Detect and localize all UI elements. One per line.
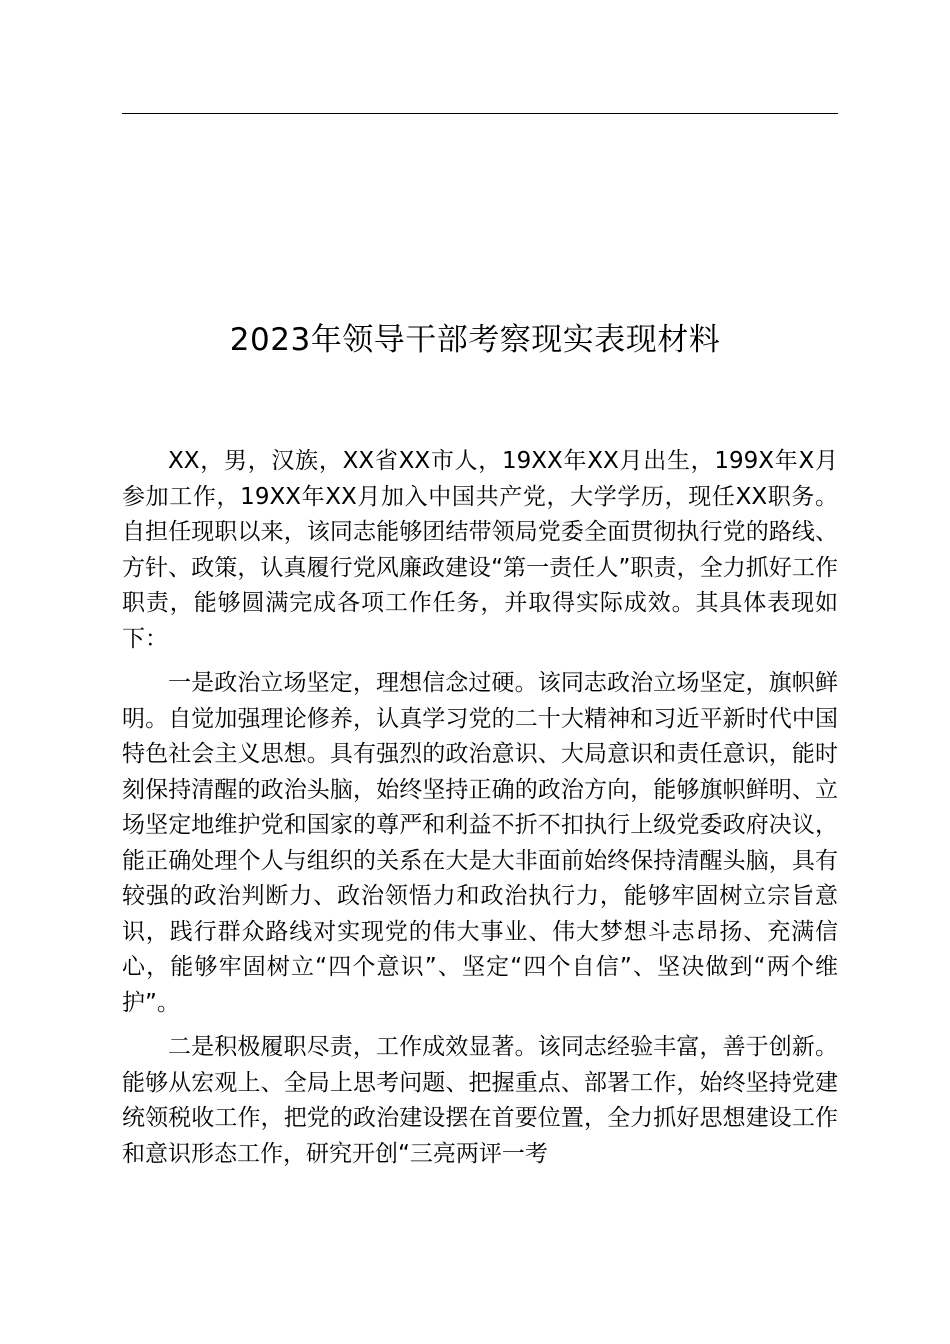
document-title: 2023年领导干部考察现实表现材料	[229, 322, 721, 358]
document-body	[122, 444, 838, 1181]
paragraph-political-stance: 一是政治立场坚定，理想信念过硬。该同志政治立场坚定，旗帜鲜明。自觉加强理论修养，认真学习党的二十大精神和习近平新时代中国特色社会主义思想。具有强烈的政治意识、大局意识和责任意识，能时刻保持清醒的政治头脑，始终坚持正确的政治方向，能够旗帜鲜明、立场坚定地维护党和国家的尊严和利益不折不扣执行上级党委政府决议，能正确处理个人与组织的关系在大是大非面前始终保持清醒头脑，具有较强的政治判断力、政治领悟力和政治执行力，能够牢固树立宗旨意识，践行群众路线对实现党的伟大事业、伟大梦想斗志昂扬、充满信心，能够牢固树立“四个意识”、坚定“四个自信”、坚决做到“两个维护”。	[122, 670, 838, 1016]
header-rule	[122, 113, 838, 114]
paragraph-duty-performance: 二是积极履职尽责，工作成效显著。该同志经验丰富，善于创新。能够从宏观上、全局上思考问题、把握重点、部署工作，始终坚持党建统领税收工作，把党的政治建设摆在首要位置，全力抓好思想建设工作和意识形态工作，研究开创“三亮两评一考	[122, 1034, 838, 1167]
paragraph-intro: XX，男，汉族，XX省XX市人，19XX年XX月出生，199X年X月参加工作，19XX年XX月加入中国共产党，大学学历，现任XX职务。自担任现职以来，该同志能够团结带领局党委全面贯彻执行党的路线、方针、政策，认真履行党风廉政建设“第一责任人”职责，全力抓好工作职责，能够圆满完成各项工作任务，并取得实际成效。其具体表现如下：	[122, 448, 838, 652]
